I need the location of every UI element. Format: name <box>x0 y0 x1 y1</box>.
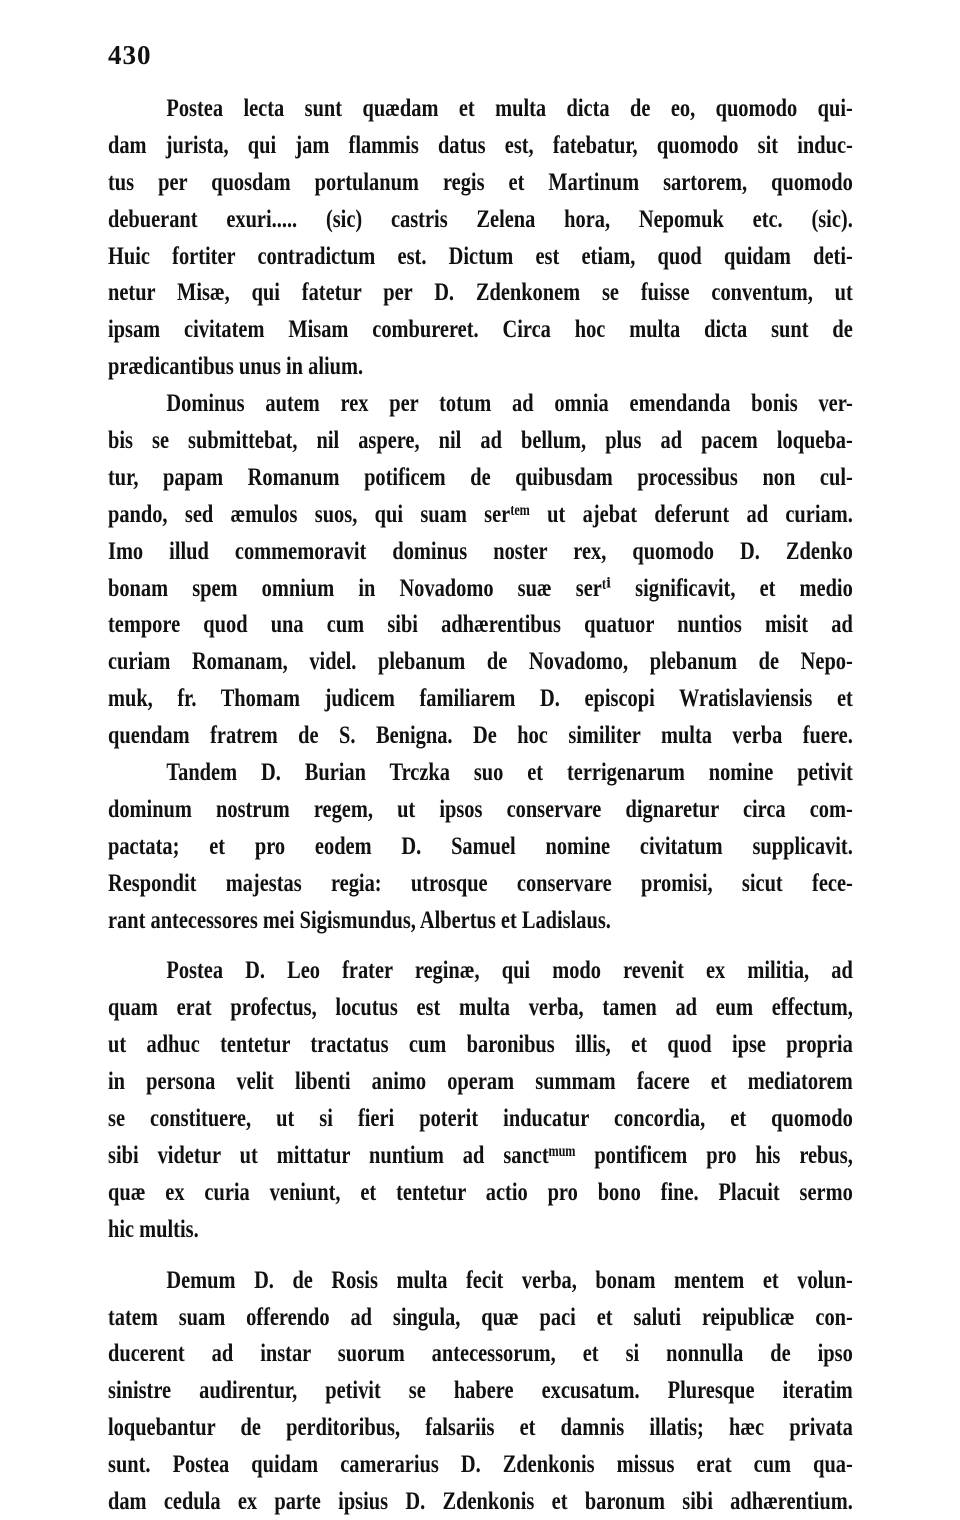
paragraph <box>108 1262 853 1520</box>
text-line: Respondit majestas regia: utrosque conservare promisi, sicut fece- <box>108 867 853 897</box>
paragraph <box>108 90 853 385</box>
text-line: in persona velit libenti animo operam summam facere et mediatorem <box>108 1066 853 1096</box>
text-line: sinistre audirentur, petivit se habere excusatum. Pluresque iteratim <box>108 1375 853 1405</box>
text-line: Postea D. Leo frater reginæ, qui modo revenit ex militia, ad <box>166 955 853 985</box>
text-line: pactata; et pro eodem D. Samuel nomine civitatum supplicavit. <box>108 830 853 860</box>
text-line: ut adhuc tentetur tractatus cum baronibus illis, et quod ipse propria <box>108 1029 853 1059</box>
text-line: tempore quod una cum sibi adhærentibus quatuor nuntios misit ad <box>108 609 853 639</box>
text-line: Dominus autem rex per totum ad omnia emendanda bonis ver- <box>166 388 853 418</box>
text-line: quendam fratrem de S. Benigna. De hoc similiter multa verba fuere. <box>108 720 853 750</box>
page-number: 430 <box>108 40 152 70</box>
text-line: quam erat profectus, locutus est multa verba, tamen ad eum effectum, <box>108 992 853 1022</box>
text-line: bonam spem omnium in Novadomo suæ serᵗⁱ significavit, et medio <box>108 572 853 602</box>
paragraph <box>108 385 853 754</box>
text-line: Huic fortiter contradictum est. Dictum est etiam, quod quidam deti- <box>108 240 853 270</box>
text-line: muk, fr. Thomam judicem familiarem D. episcopi Wratislaviensis et <box>108 683 853 713</box>
text-line: tatem suam offerendo ad singula, quæ paci et saluti reipublicæ con- <box>108 1301 853 1331</box>
text-line: quæ ex curia veniunt, et tentetur actio pro bono fine. Placuit sermo <box>108 1176 853 1206</box>
text-line: loquebantur de perditoribus, falsariis et damnis illatis; hæc privata <box>108 1412 853 1442</box>
text-line: se constituere, ut si fieri poterit inducatur concordia, et quomodo <box>108 1103 853 1133</box>
text-line: Tandem D. Burian Trczka suo et terrigenarum nomine petivit <box>166 757 853 787</box>
text-line: pando, sed æmulos suos, qui suam serᵗᵉᵐ ut ajebat deferunt ad curiam. <box>108 498 853 528</box>
text-line: bis se submittebat, nil aspere, nil ad bellum, plus ad pacem loqueba- <box>108 425 853 455</box>
page-body <box>108 90 853 1520</box>
text-line: rant antecessores mei Sigismundus, Albertus et Ladislaus. <box>108 904 611 934</box>
text-line: tur, papam Romanum potificem de quibusdam processibus non cul- <box>108 461 853 491</box>
text-line: ducerent ad instar suorum antecessorum, et si nonnulla de ipso <box>108 1338 853 1368</box>
paragraph <box>108 952 853 1247</box>
text-line: dam jurista, qui jam flammis datus est, fatebatur, quomodo sit induc- <box>108 129 853 159</box>
text-line: ipsam civitatem Misam combureret. Circa hoc multa dicta sunt de <box>108 314 853 344</box>
text-line: hic multis. <box>108 1213 199 1243</box>
text-line: Demum D. de Rosis multa fecit verba, bonam mentem et volun- <box>166 1264 853 1294</box>
text-line: dominum nostrum regem, ut ipsos conservare dignaretur circa com- <box>108 793 853 823</box>
text-line: debuerant exuri..... (sic) castris Zelena hora, Nepomuk etc. (sic). <box>108 203 853 233</box>
text-line: tus per quosdam portulanum regis et Martinum sartorem, quomodo <box>108 166 853 196</box>
text-line: prædicantibus unus in alium. <box>108 351 364 381</box>
text-line: curiam Romanam, videl. plebanum de Novadomo, plebanum de Nepo- <box>108 646 853 676</box>
text-line: dam cedula ex parte ipsius D. Zdenkonis et baronum sibi adhærentium. <box>108 1485 853 1515</box>
text-line: Imo illud commemoravit dominus noster rex, quomodo D. Zdenko <box>108 535 853 565</box>
text-line: sunt. Postea quidam camerarius D. Zdenkonis missus erat cum qua- <box>108 1449 853 1479</box>
text-line: sibi videtur ut mittatur nuntium ad sanctᵐᵘᵐ pontificem pro his rebus, <box>108 1139 853 1169</box>
text-line: netur Misæ, qui fatetur per D. Zdenkonem se fuisse conventum, ut <box>108 277 853 307</box>
text-line: Postea lecta sunt quædam et multa dicta de eo, quomodo qui- <box>166 93 853 122</box>
paragraph <box>108 754 853 938</box>
